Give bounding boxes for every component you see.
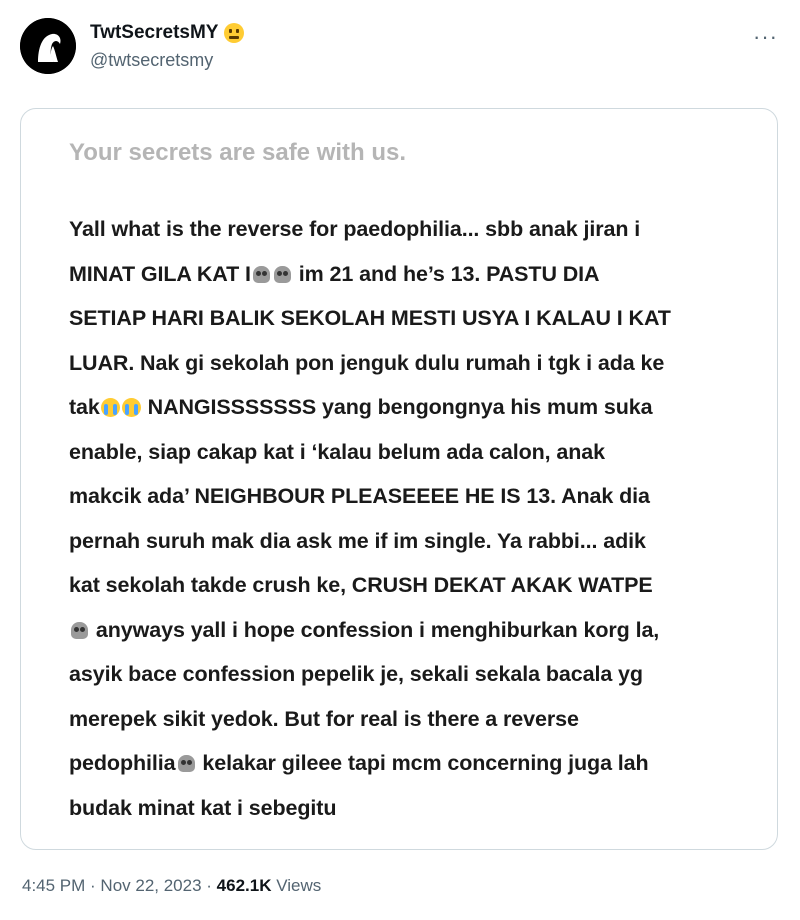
display-name-text: TwtSecretsMY	[90, 22, 219, 43]
more-options-icon[interactable]: ···	[753, 24, 778, 49]
text-line: LUAR. Nak gi sekolah pon jenguk dulu rumah i tgk i ada ke	[69, 350, 665, 375]
tweet-time[interactable]: 4:45 PM	[22, 876, 86, 895]
views-count[interactable]: 462.1K	[216, 876, 272, 895]
text-line: tak NANGISSSSSSS yang bengongnya his mum suka	[69, 395, 653, 419]
text-line: MINAT GILA KAT I im 21 and he’s 13. PASTU DIA	[69, 261, 600, 286]
user-handle[interactable]: @twtsecretsmy	[90, 50, 214, 70]
text-line: pernah suruh mak dia ask me if im single. Ya rabbi... adik	[69, 528, 646, 553]
views-label: Views	[271, 876, 322, 895]
grimacing-face-icon	[224, 23, 244, 43]
confession-card	[20, 108, 778, 850]
confession-text	[69, 207, 749, 830]
skull-emoji-icon	[71, 622, 88, 639]
tweet-date[interactable]: Nov 22, 2023	[100, 876, 202, 895]
loudly-crying-emoji-icon	[122, 398, 141, 417]
text-line: SETIAP HARI BALIK SEKOLAH MESTI USYA I KALAU I KAT	[69, 306, 671, 330]
tweet-meta	[22, 876, 321, 896]
text-line: Yall what is the reverse for paedophilia... sbb anak jiran i	[69, 217, 641, 241]
text-line: kat sekolah takde crush ke, CRUSH DEKAT AKAK WATPE	[69, 573, 653, 597]
meta-separator: ·	[85, 876, 101, 895]
text-line: merepek sikit yedok. But for real is there a reverse	[69, 706, 579, 731]
hooded-figure-icon	[20, 18, 76, 74]
meta-separator: ·	[201, 876, 217, 895]
skull-emoji-icon	[178, 755, 195, 772]
loudly-crying-emoji-icon	[101, 398, 120, 417]
text-line: anyways yall i hope confession i menghiburkan korg la,	[69, 608, 749, 653]
skull-emoji-icon	[274, 266, 291, 283]
text-line: pedophilia kelakar gileee tapi mcm concerning juga lah	[69, 751, 649, 775]
text-line: asyik bace confession pepelik je, sekali sekala bacala yg	[69, 662, 643, 686]
skull-emoji-icon	[253, 266, 270, 283]
display-name[interactable]	[90, 22, 244, 44]
text-line: enable, siap cakap kat i ‘kalau belum ada calon, anak	[69, 439, 606, 464]
text-line: budak minat kat i sebegitu	[69, 795, 337, 820]
avatar[interactable]	[20, 18, 76, 74]
tweet-header	[20, 18, 780, 78]
text-line: makcik ada’ NEIGHBOUR PLEASEEEE HE IS 13. Anak dia	[69, 484, 650, 508]
profile-names	[90, 22, 244, 71]
card-tagline: Your secrets are safe with us.	[69, 139, 407, 166]
